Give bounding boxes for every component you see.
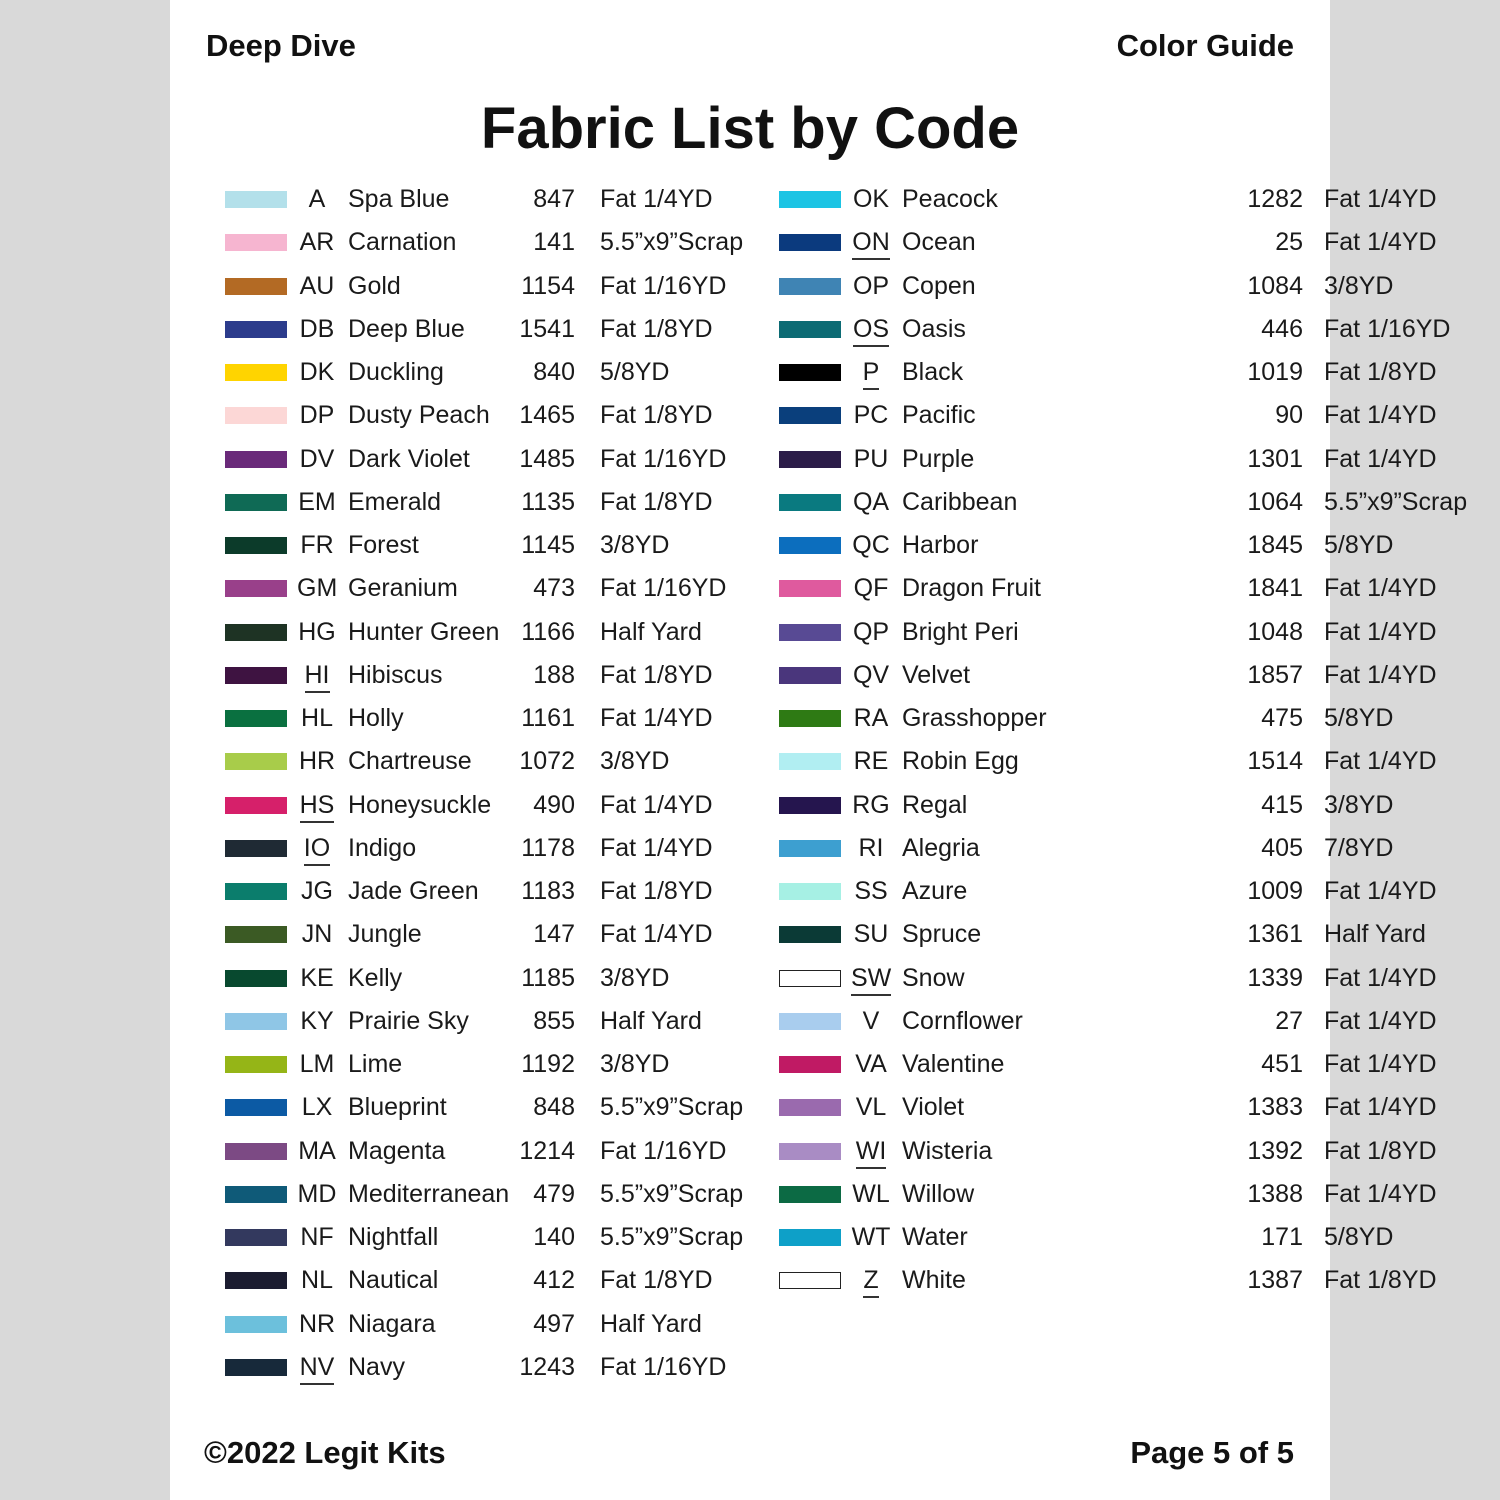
fabric-code: JN (301, 920, 333, 949)
fabric-number: 1857 (1247, 660, 1303, 689)
fabric-code: DP (299, 401, 335, 430)
fabric-cut: Fat 1/4YD (1324, 1006, 1437, 1035)
fabric-cut: Fat 1/16YD (600, 444, 727, 473)
fabric-cut: Half Yard (600, 617, 702, 646)
fabric-code: WT (851, 1223, 891, 1251)
color-swatch (225, 840, 287, 857)
fabric-name: Grasshopper (902, 704, 1047, 732)
fabric-cut: 5.5”x9”Scrap (600, 1093, 744, 1122)
fabric-number: 141 (533, 228, 575, 257)
fabric-name: Gold (348, 271, 401, 300)
color-swatch (779, 753, 841, 770)
fabric-number: 140 (533, 1223, 575, 1251)
color-swatch (225, 1272, 287, 1289)
fabric-name: Blueprint (348, 1093, 447, 1122)
fabric-name: Violet (902, 1093, 965, 1122)
fabric-cut: 5/8YD (1324, 531, 1394, 559)
fabric-name: Velvet (902, 660, 971, 689)
fabric-number: 490 (533, 790, 575, 819)
color-swatch (779, 667, 841, 684)
fabric-code: NV (297, 1346, 337, 1389)
color-swatch (779, 191, 841, 208)
fabric-code: WI (851, 1130, 891, 1173)
fabric-number: 1072 (519, 747, 575, 776)
color-swatch (779, 407, 841, 424)
fabric-name: Oasis (902, 314, 966, 343)
fabric-number: 497 (533, 1309, 575, 1338)
fabric-number: 1178 (521, 833, 575, 862)
fabric-name: Dark Violet (348, 444, 470, 473)
fabric-code: JG (301, 877, 333, 905)
color-swatch (225, 364, 287, 381)
color-swatch (225, 624, 287, 641)
fabric-code: RA (853, 704, 889, 732)
fabric-name: Harbor (902, 531, 979, 559)
fabric-code: NL (301, 1266, 333, 1295)
color-swatch (225, 1056, 287, 1073)
fabric-number: 27 (1275, 1006, 1303, 1035)
color-swatch (779, 883, 841, 900)
fabric-number: 1185 (521, 963, 575, 992)
fabric-number: 1301 (1247, 444, 1303, 473)
fabric-cut: 5.5”x9”Scrap (600, 1223, 744, 1251)
color-swatch (779, 970, 841, 987)
fabric-code: DB (299, 314, 335, 343)
fabric-cut: Fat 1/8YD (600, 487, 713, 516)
fabric-code: MD (297, 1179, 337, 1208)
fabric-name: Alegria (902, 833, 980, 862)
fabric-number: 847 (533, 185, 575, 213)
fabric-name: Navy (348, 1352, 405, 1381)
fabric-code: RE (853, 747, 889, 776)
fabric-number: 1841 (1247, 574, 1303, 603)
fabric-cut: Fat 1/4YD (1324, 574, 1437, 603)
fabric-code: HS (297, 784, 337, 827)
fabric-code: NF (300, 1223, 334, 1251)
color-swatch (225, 580, 287, 597)
fabric-number: 475 (1261, 704, 1303, 732)
fabric-code: Z (851, 1259, 891, 1302)
color-swatch (225, 753, 287, 770)
color-swatch (225, 710, 287, 727)
fabric-cut: 3/8YD (600, 1050, 670, 1078)
fabric-name: Copen (902, 271, 976, 300)
fabric-number: 848 (533, 1093, 575, 1122)
fabric-cut: Fat 1/4YD (1324, 401, 1437, 430)
fabric-name: Spa Blue (348, 185, 450, 213)
fabric-cut: Fat 1/4YD (1324, 617, 1437, 646)
color-swatch (779, 926, 841, 943)
fabric-cut: Half Yard (600, 1006, 702, 1035)
fabric-number: 1541 (519, 314, 575, 343)
fabric-code: RI (858, 833, 884, 862)
fabric-cut: Fat 1/16YD (600, 574, 727, 603)
fabric-number: 415 (1261, 790, 1303, 819)
fabric-number: 855 (533, 1006, 575, 1035)
fabric-name: Valentine (902, 1050, 1005, 1078)
fabric-number: 1339 (1247, 963, 1303, 992)
color-swatch (779, 494, 841, 511)
color-swatch (779, 1143, 841, 1160)
fabric-cut: Fat 1/4YD (1324, 228, 1437, 257)
color-swatch (779, 321, 841, 338)
fabric-number: 1282 (1247, 185, 1303, 213)
fabric-cut: 5/8YD (1324, 704, 1394, 732)
fabric-number: 446 (1261, 314, 1303, 343)
fabric-cut: Fat 1/4YD (1324, 444, 1437, 473)
fabric-cut: Fat 1/4YD (1324, 963, 1437, 992)
fabric-code: LM (299, 1050, 335, 1078)
color-swatch (225, 797, 287, 814)
page-title: Fabric List by Code (480, 96, 1020, 161)
fabric-number: 1145 (521, 531, 575, 559)
color-swatch (225, 494, 287, 511)
fabric-code: HL (301, 704, 333, 732)
color-swatch (779, 537, 841, 554)
fabric-cut: 3/8YD (600, 747, 670, 776)
fabric-name: Water (902, 1223, 968, 1251)
fabric-number: 1845 (1247, 531, 1303, 559)
fabric-number: 1465 (519, 401, 575, 430)
fabric-name: Forest (348, 531, 419, 559)
fabric-name: Duckling (348, 358, 444, 386)
fabric-cut: 7/8YD (1324, 833, 1394, 862)
fabric-code: QP (852, 617, 890, 646)
color-swatch (779, 580, 841, 597)
fabric-name: Peacock (902, 185, 998, 213)
fabric-cut: Fat 1/4YD (600, 920, 713, 949)
fabric-name: Pacific (902, 401, 976, 430)
fabric-number: 1388 (1247, 1179, 1303, 1208)
fabric-code: FR (300, 531, 334, 559)
color-swatch (225, 1186, 287, 1203)
fabric-code: GM (297, 574, 338, 603)
fabric-code: OS (851, 308, 891, 351)
fabric-number: 473 (533, 574, 575, 603)
fabric-cut: Fat 1/8YD (600, 314, 713, 343)
fabric-name: Carnation (348, 228, 457, 257)
fabric-cut: 3/8YD (600, 531, 670, 559)
fabric-name: White (902, 1266, 966, 1295)
fabric-cut: Fat 1/8YD (600, 1266, 713, 1295)
fabric-number: 840 (533, 358, 575, 386)
fabric-name: Willow (902, 1179, 975, 1208)
fabric-name: Emerald (348, 487, 442, 516)
fabric-number: 1064 (1247, 487, 1303, 516)
fabric-name: Dragon Fruit (902, 574, 1041, 603)
fabric-code: P (851, 351, 891, 394)
fabric-cut: Half Yard (1324, 920, 1426, 949)
fabric-code: IO (297, 827, 337, 870)
fabric-cut: 3/8YD (1324, 271, 1394, 300)
fabric-cut: Fat 1/4YD (1324, 1050, 1437, 1078)
fabric-cut: Fat 1/16YD (600, 1352, 727, 1381)
fabric-name: Ocean (902, 228, 976, 257)
fabric-name: Prairie Sky (348, 1006, 469, 1035)
color-swatch (779, 624, 841, 641)
fabric-name: Mediterranean (348, 1179, 510, 1208)
fabric-code: SU (853, 920, 889, 949)
fabric-name: Dusty Peach (348, 401, 490, 430)
fabric-code: OP (852, 271, 890, 300)
fabric-name: Wisteria (902, 1136, 993, 1165)
fabric-name: Holly (348, 704, 404, 732)
fabric-code: LX (301, 1093, 333, 1122)
fabric-cut: Half Yard (600, 1309, 702, 1338)
fabric-number: 1048 (1247, 617, 1303, 646)
fabric-number: 405 (1261, 833, 1303, 862)
fabric-name: Kelly (348, 963, 403, 992)
color-swatch (779, 1056, 841, 1073)
fabric-code: KY (300, 1006, 334, 1035)
copyright: ©2022 Legit Kits (204, 1435, 446, 1470)
fabric-name: Hunter Green (348, 617, 500, 646)
fabric-number: 1383 (1247, 1093, 1303, 1122)
fabric-name: Cornflower (902, 1006, 1023, 1035)
fabric-number: 1192 (521, 1050, 575, 1078)
color-swatch (225, 407, 287, 424)
color-swatch (225, 970, 287, 987)
fabric-number: 1183 (521, 877, 575, 905)
color-swatch (225, 1316, 287, 1333)
color-swatch (779, 797, 841, 814)
color-swatch (225, 451, 287, 468)
fabric-cut: 5.5”x9”Scrap (600, 228, 744, 257)
fabric-cut: 3/8YD (1324, 790, 1394, 819)
fabric-number: 171 (1261, 1223, 1303, 1251)
color-swatch (225, 278, 287, 295)
fabric-cut: Fat 1/4YD (600, 185, 713, 213)
fabric-number: 1485 (519, 444, 575, 473)
fabric-cut: Fat 1/8YD (1324, 358, 1437, 386)
fabric-name: Regal (902, 790, 968, 819)
fabric-name: Indigo (348, 833, 417, 862)
fabric-name: Deep Blue (348, 314, 465, 343)
fabric-code: VA (855, 1050, 887, 1078)
color-swatch (779, 451, 841, 468)
fabric-code: QF (853, 574, 889, 603)
fabric-name: Niagara (348, 1309, 436, 1338)
fabric-code: QA (852, 487, 890, 516)
fabric-name: Magenta (348, 1136, 446, 1165)
fabric-cut: Fat 1/8YD (1324, 1136, 1437, 1165)
fabric-number: 147 (533, 920, 575, 949)
fabric-number: 1166 (521, 617, 575, 646)
fabric-number: 1514 (1247, 747, 1303, 776)
fabric-cut: 5.5”x9”Scrap (1324, 487, 1468, 516)
fabric-code: MA (298, 1136, 336, 1165)
color-swatch (779, 1099, 841, 1116)
color-swatch (225, 537, 287, 554)
fabric-number: 188 (533, 660, 575, 689)
color-swatch (225, 1359, 287, 1376)
color-swatch (225, 926, 287, 943)
fabric-number: 1084 (1247, 271, 1303, 300)
fabric-cut: 5/8YD (600, 358, 670, 386)
fabric-number: 90 (1275, 401, 1303, 430)
color-swatch (779, 364, 841, 381)
color-swatch (225, 191, 287, 208)
fabric-code: KE (300, 963, 334, 992)
fabric-name: Jade Green (348, 877, 479, 905)
fabric-name: Caribbean (902, 487, 1018, 516)
fabric-cut: Fat 1/4YD (1324, 1093, 1437, 1122)
color-swatch (779, 278, 841, 295)
fabric-number: 1214 (519, 1136, 575, 1165)
fabric-code: AR (299, 228, 335, 257)
fabric-number: 479 (533, 1179, 575, 1208)
fabric-name: Nightfall (348, 1223, 439, 1251)
fabric-cut: Fat 1/4YD (1324, 185, 1437, 213)
fabric-code: A (308, 185, 326, 213)
fabric-number: 1243 (519, 1352, 575, 1381)
fabric-name: Jungle (348, 920, 422, 949)
fabric-cut: Fat 1/16YD (1324, 314, 1451, 343)
fabric-cut: Fat 1/8YD (600, 401, 713, 430)
fabric-cut: Fat 1/4YD (1324, 660, 1437, 689)
color-swatch (779, 1229, 841, 1246)
fabric-code: HI (297, 654, 337, 697)
fabric-cut: 5/8YD (1324, 1223, 1394, 1251)
fabric-name: Bright Peri (902, 617, 1019, 646)
color-swatch (225, 234, 287, 251)
fabric-number: 25 (1275, 228, 1303, 257)
color-swatch (225, 1229, 287, 1246)
fabric-code: RG (852, 790, 890, 819)
fabric-cut: Fat 1/4YD (1324, 877, 1437, 905)
fabric-code: V (862, 1006, 880, 1035)
fabric-code: QC (852, 531, 890, 559)
color-swatch (225, 883, 287, 900)
fabric-name: Spruce (902, 920, 982, 949)
fabric-code: DV (299, 444, 335, 473)
fabric-cut: Fat 1/4YD (600, 704, 713, 732)
fabric-name: Black (902, 358, 964, 386)
color-swatch (225, 1099, 287, 1116)
fabric-code: VL (855, 1093, 887, 1122)
fabric-cut: 5.5”x9”Scrap (600, 1179, 744, 1208)
fabric-cut: 3/8YD (600, 963, 670, 992)
color-swatch (779, 1013, 841, 1030)
color-swatch (779, 710, 841, 727)
fabric-name: Geranium (348, 574, 458, 603)
color-swatch (779, 1272, 841, 1289)
color-swatch (225, 1013, 287, 1030)
fabric-code: SW (851, 957, 891, 1000)
guide-label: Color Guide (1116, 28, 1294, 63)
fabric-cut: Fat 1/8YD (600, 877, 713, 905)
fabric-code: DK (299, 358, 335, 386)
color-swatch (779, 1186, 841, 1203)
fabric-number: 1009 (1247, 877, 1303, 905)
fabric-cut: Fat 1/8YD (1324, 1266, 1437, 1295)
fabric-number: 1019 (1247, 358, 1303, 386)
fabric-cut: Fat 1/16YD (600, 1136, 727, 1165)
fabric-code: ON (851, 221, 891, 264)
fabric-name: Azure (902, 877, 968, 905)
fabric-cut: Fat 1/4YD (600, 833, 713, 862)
fabric-name: Snow (902, 963, 965, 992)
fabric-code: NR (298, 1309, 336, 1338)
fabric-name: Lime (348, 1050, 403, 1078)
fabric-code: AU (299, 271, 335, 300)
fabric-name: Honeysuckle (348, 790, 492, 819)
fabric-code: PU (853, 444, 889, 473)
color-swatch (225, 321, 287, 338)
fabric-cut: Fat 1/4YD (600, 790, 713, 819)
pattern-name: Deep Dive (206, 28, 356, 63)
fabric-name: Hibiscus (348, 660, 443, 689)
color-swatch (225, 667, 287, 684)
fabric-number: 1361 (1247, 920, 1303, 949)
fabric-number: 412 (533, 1266, 575, 1295)
fabric-name: Nautical (348, 1266, 439, 1295)
fabric-code: HG (298, 617, 336, 646)
fabric-code: HR (298, 747, 336, 776)
fabric-code: WL (852, 1179, 890, 1208)
fabric-number: 451 (1261, 1050, 1303, 1078)
fabric-number: 1392 (1247, 1136, 1303, 1165)
fabric-code: PC (853, 401, 889, 430)
fabric-code: EM (298, 487, 336, 516)
fabric-cut: Fat 1/4YD (1324, 1179, 1437, 1208)
fabric-number: 1161 (521, 704, 575, 732)
color-swatch (779, 234, 841, 251)
fabric-code: OK (852, 185, 890, 213)
fabric-number: 1135 (521, 487, 575, 516)
fabric-number: 1387 (1247, 1266, 1303, 1295)
fabric-name: Chartreuse (348, 747, 472, 776)
fabric-name: Robin Egg (902, 747, 1019, 776)
color-swatch (779, 840, 841, 857)
fabric-name: Purple (902, 444, 975, 473)
page (170, 0, 1468, 1500)
fabric-code: SS (854, 877, 888, 905)
fabric-cut: Fat 1/16YD (600, 271, 727, 300)
fabric-cut: Fat 1/4YD (1324, 747, 1437, 776)
fabric-number: 1154 (521, 271, 575, 300)
page-number: Page 5 of 5 (1130, 1435, 1294, 1470)
color-swatch (225, 1143, 287, 1160)
fabric-cut: Fat 1/8YD (600, 660, 713, 689)
fabric-code: QV (852, 660, 890, 689)
